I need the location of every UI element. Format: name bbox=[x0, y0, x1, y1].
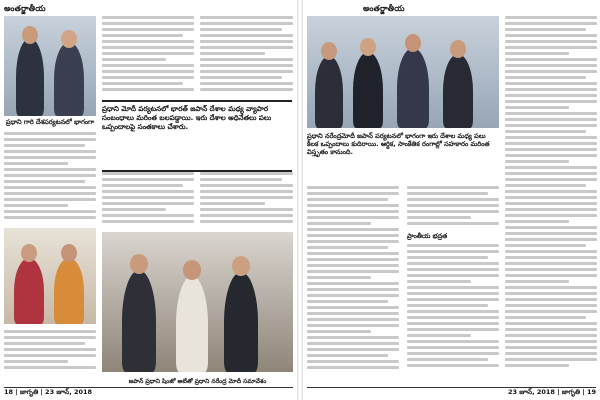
left-column-3 bbox=[200, 16, 293, 96]
left-bottom-photo bbox=[102, 232, 293, 372]
left-middle-photo bbox=[4, 228, 96, 324]
left-photo-caption: ప్రధాని గారి దేశపర్యటనలో భాగంగా bbox=[5, 118, 95, 126]
right-column-2a bbox=[407, 186, 499, 230]
right-column-3 bbox=[505, 16, 597, 376]
right-column-2b bbox=[407, 244, 499, 376]
left-column-4 bbox=[102, 172, 194, 228]
left-column-6 bbox=[4, 330, 96, 380]
right-top-photo bbox=[307, 16, 499, 128]
left-column-5 bbox=[200, 172, 293, 228]
left-column-1 bbox=[4, 132, 96, 222]
left-section-title: అంతర్జాతీయ bbox=[4, 4, 46, 13]
right-column-1 bbox=[307, 186, 399, 376]
right-subhead: ప్రాంతీయ భద్రత bbox=[407, 232, 448, 240]
left-footer: 18 | జాగృతి | 23 జూన్, 2018 bbox=[4, 388, 93, 396]
right-footer: 23 జూన్, 2018 | జాగృతి | 19 bbox=[507, 388, 596, 396]
right-section-title: అంతర్జాతీయ bbox=[363, 4, 405, 13]
left-bottom-caption: జపాన్ ప్రధాని షింజో అబేతో ప్రధాని నరేంద్ర మోదీ సమావేశం bbox=[128, 378, 267, 385]
left-pull-quote: ప్రధాని మోదీ పర్యటనలో భారత్ జపాన్ దేశాల మధ్య వ్యాపార సంబంధాలు మరింత బలపడ్డాయి. ఇరు దేశాల అధినేతలు పలు ఒప్పందాలపై సంతకాలు చేశారు. bbox=[102, 100, 292, 172]
left-column-2 bbox=[102, 16, 194, 96]
right-page bbox=[303, 0, 600, 400]
left-page bbox=[0, 0, 297, 400]
left-top-photo bbox=[4, 16, 96, 116]
right-caption: ప్రధాని నరేంద్రమోదీ జపాన్ పర్యటనలో భాగంగా ఇరు దేశాల మధ్య పలు కీలక ఒప్పందాలు కుదిరాయి. ఆర్థిక, సాంకేతిక రంగాల్లో సహకారం మరింత విస్తృతం కానుంది. bbox=[307, 132, 490, 156]
